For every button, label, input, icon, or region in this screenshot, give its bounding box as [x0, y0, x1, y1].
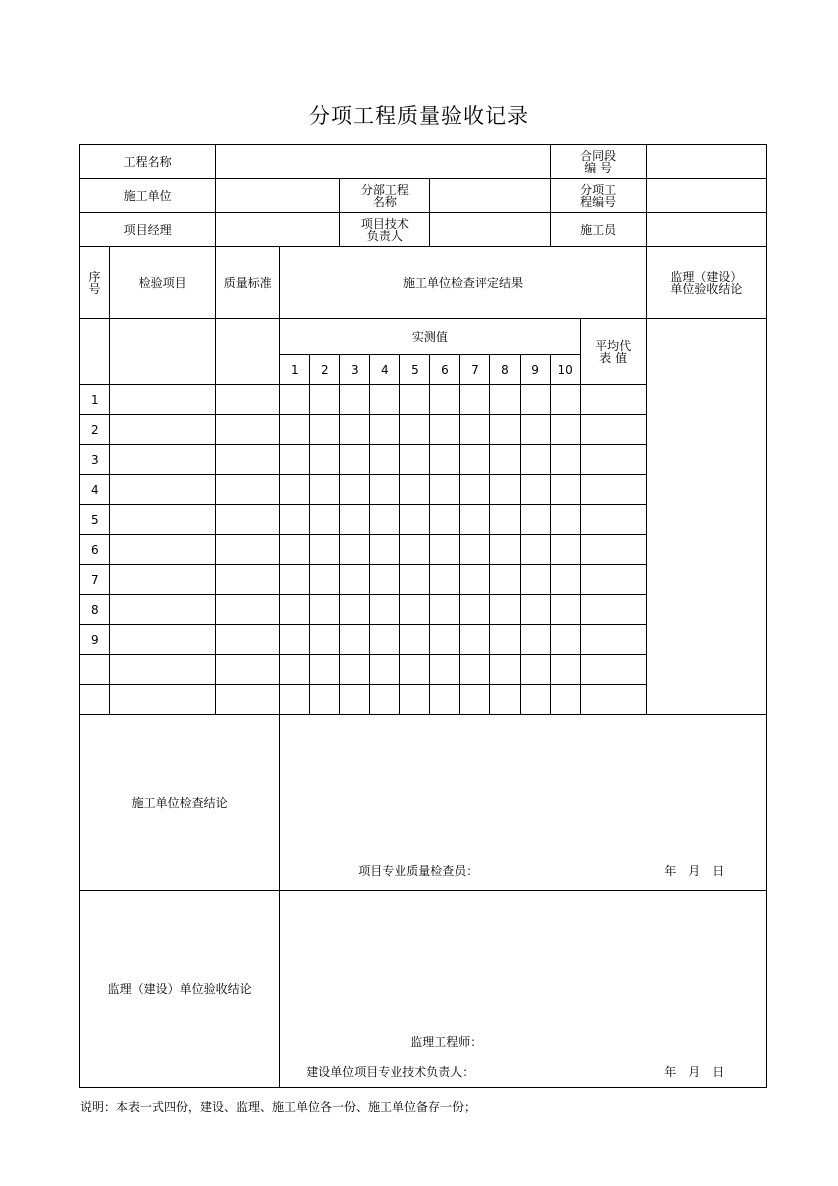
row-measure-cell[interactable] [490, 505, 520, 535]
sub-item-no-label-text: 分项工 程编号 [580, 182, 617, 209]
tech-lead-label-text: 项目技术 负责人 [360, 216, 409, 243]
supervision-conclusion-label: 监理（建设）单位验收结论 [80, 891, 280, 1088]
row-measure-cell[interactable] [400, 565, 430, 595]
row-quality-std-cell[interactable] [216, 595, 280, 625]
row-measure-cell[interactable] [340, 445, 370, 475]
row-measure-cell[interactable] [400, 505, 430, 535]
row-measure-cell[interactable] [430, 655, 460, 685]
row-measure-cell[interactable] [520, 595, 550, 625]
row-measure-cell[interactable] [400, 655, 430, 685]
row-inspect-item-cell[interactable] [110, 475, 216, 505]
tech-lead-field[interactable] [430, 213, 550, 247]
row-measure-cell[interactable] [430, 595, 460, 625]
row-measure-cell[interactable] [520, 685, 550, 715]
row-quality-std-cell[interactable] [216, 685, 280, 715]
seq-sub-blank [80, 319, 110, 385]
construction-unit-field[interactable] [216, 179, 340, 213]
row-measure-cell[interactable] [550, 595, 580, 625]
row-measure-cell[interactable] [520, 385, 550, 415]
measure-number-7: 7 [460, 355, 490, 385]
row-measure-cell[interactable] [460, 685, 490, 715]
measure-number-1: 1 [280, 355, 310, 385]
row-seq: 3 [80, 445, 110, 475]
construction-conclusion-row [80, 715, 767, 891]
row-measure-cell[interactable] [490, 565, 520, 595]
supervision-date-label: 年 月 日 [664, 1065, 725, 1079]
inspect-item-header: 检验项目 [110, 247, 216, 319]
row-measure-cell[interactable] [280, 385, 310, 415]
row-measure-cell[interactable] [310, 595, 340, 625]
row-seq: 6 [80, 535, 110, 565]
row-measure-cell[interactable] [490, 445, 520, 475]
manager-label: 项目经理 [80, 213, 216, 247]
row-measure-cell[interactable] [430, 685, 460, 715]
row-measure-cell[interactable] [490, 385, 520, 415]
manager-field[interactable] [216, 213, 340, 247]
supervision-conclusion-field[interactable] [646, 319, 766, 715]
row-measure-cell[interactable] [520, 565, 550, 595]
tech-lead-label [340, 213, 430, 247]
contract-no-label [550, 145, 646, 179]
row-measure-cell[interactable] [340, 535, 370, 565]
sub-dept-label-text: 分部工程 名称 [360, 182, 409, 209]
row-measure-cell[interactable] [460, 565, 490, 595]
sub-dept-field[interactable] [430, 179, 550, 213]
row-measure-cell[interactable] [460, 625, 490, 655]
row-measure-cell[interactable] [430, 415, 460, 445]
row-measure-cell[interactable] [310, 565, 340, 595]
row-measure-cell[interactable] [280, 565, 310, 595]
sub-dept-label [340, 179, 430, 213]
row-average-cell[interactable] [580, 445, 646, 475]
eval-result-header: 施工单位检查评定结果 [280, 247, 646, 319]
row-measure-cell[interactable] [460, 415, 490, 445]
row-measure-cell[interactable] [520, 505, 550, 535]
row-measure-cell[interactable] [460, 655, 490, 685]
footnote: 说明：本表一式四份，建设、监理、施工单位各一份、施工单位备存一份； [80, 1100, 477, 1114]
row-quality-std-cell[interactable] [216, 505, 280, 535]
measure-number-10: 10 [550, 355, 580, 385]
measure-number-9: 9 [520, 355, 550, 385]
project-name-label: 工程名称 [80, 145, 216, 179]
owner-tech-lead-label: 建设单位项目专业技术负责人： [306, 1065, 475, 1079]
construction-date-label: 年 月 日 [664, 864, 725, 878]
row-quality-std-cell[interactable] [216, 535, 280, 565]
row-measure-cell[interactable] [280, 685, 310, 715]
row-measure-cell[interactable] [340, 565, 370, 595]
row-measure-cell[interactable] [550, 385, 580, 415]
quality-inspector-label: 项目专业质量检查员： [358, 864, 479, 878]
measure-number-5: 5 [400, 355, 430, 385]
row-measure-cell[interactable] [400, 445, 430, 475]
row-measure-cell[interactable] [520, 625, 550, 655]
worker-label: 施工员 [550, 213, 646, 247]
row-measure-cell[interactable] [370, 595, 400, 625]
row-measure-cell[interactable] [310, 445, 340, 475]
row-measure-cell[interactable] [310, 685, 340, 715]
row-measure-cell[interactable] [370, 415, 400, 445]
row-measure-cell[interactable] [490, 475, 520, 505]
row-measure-cell[interactable] [280, 445, 310, 475]
measured-header: 实测值 [280, 319, 580, 355]
row-measure-cell[interactable] [310, 415, 340, 445]
sub-item-no-field[interactable] [646, 179, 766, 213]
row-measure-cell[interactable] [550, 655, 580, 685]
row-measure-cell[interactable] [310, 655, 340, 685]
measure-number-6: 6 [430, 355, 460, 385]
row-inspect-item-cell[interactable] [110, 445, 216, 475]
row-measure-cell[interactable] [520, 535, 550, 565]
row-measure-cell[interactable] [550, 565, 580, 595]
page-title: 分项工程质量验收记录 [309, 104, 529, 128]
supervising-engineer-label: 监理工程师： [410, 1035, 483, 1049]
row-measure-cell[interactable] [430, 625, 460, 655]
row-seq [80, 655, 110, 685]
row-quality-std-cell[interactable] [216, 625, 280, 655]
measure-number-3: 3 [340, 355, 370, 385]
row-measure-cell[interactable] [520, 475, 550, 505]
supervision-conclusion-row [80, 891, 767, 1088]
row-measure-cell[interactable] [550, 685, 580, 715]
row-measure-cell[interactable] [340, 505, 370, 535]
row-measure-cell[interactable] [370, 655, 400, 685]
row-measure-cell[interactable] [550, 475, 580, 505]
supervision-header-text: 监理（建设） 单位验收结论 [670, 269, 743, 296]
worker-field[interactable] [646, 213, 766, 247]
contract-no-field[interactable] [646, 145, 766, 179]
construction-conclusion-field[interactable] [280, 715, 767, 891]
seq-header [80, 247, 110, 319]
row-measure-cell[interactable] [310, 385, 340, 415]
row-measure-cell[interactable] [280, 595, 310, 625]
row-measure-cell[interactable] [340, 385, 370, 415]
row-measure-cell[interactable] [370, 535, 400, 565]
row-measure-cell[interactable] [370, 685, 400, 715]
row-measure-cell[interactable] [340, 655, 370, 685]
row-measure-cell[interactable] [460, 505, 490, 535]
row-measure-cell[interactable] [400, 475, 430, 505]
row-average-cell[interactable] [580, 655, 646, 685]
row-measure-cell[interactable] [460, 595, 490, 625]
row-measure-cell[interactable] [490, 595, 520, 625]
row-measure-cell[interactable] [280, 415, 310, 445]
inspection-form [79, 144, 767, 1088]
row-measure-cell[interactable] [490, 535, 520, 565]
row-measure-cell[interactable] [490, 415, 520, 445]
row-measure-cell[interactable] [550, 445, 580, 475]
row-inspect-item-cell[interactable] [110, 535, 216, 565]
row-average-cell[interactable] [580, 565, 646, 595]
row-seq: 9 [80, 625, 110, 655]
row-inspect-item-cell[interactable] [110, 685, 216, 715]
contract-no-label-text: 合同段 编 号 [580, 148, 617, 175]
row-seq: 5 [80, 505, 110, 535]
row-measure-cell[interactable] [280, 655, 310, 685]
supervision-header [646, 247, 766, 319]
row-seq [80, 685, 110, 715]
row-quality-std-cell[interactable] [216, 415, 280, 445]
row-measure-cell[interactable] [550, 625, 580, 655]
row-quality-std-cell[interactable] [216, 385, 280, 415]
row-measure-cell[interactable] [400, 595, 430, 625]
row-seq: 4 [80, 475, 110, 505]
row-inspect-item-cell[interactable] [110, 655, 216, 685]
row-measure-cell[interactable] [370, 445, 400, 475]
row-inspect-item-cell[interactable] [110, 385, 216, 415]
average-header-text: 平均代 表 值 [595, 338, 632, 365]
row-measure-cell[interactable] [430, 475, 460, 505]
row-average-cell[interactable] [580, 535, 646, 565]
row-average-cell[interactable] [580, 475, 646, 505]
average-header [580, 319, 646, 385]
row-measure-cell[interactable] [550, 415, 580, 445]
row-inspect-item-cell[interactable] [110, 415, 216, 445]
row-inspect-item-cell[interactable] [110, 595, 216, 625]
row-measure-cell[interactable] [370, 385, 400, 415]
row-measure-cell[interactable] [400, 625, 430, 655]
row-average-cell[interactable] [580, 415, 646, 445]
row-measure-cell[interactable] [520, 415, 550, 445]
supervision-conclusion-field[interactable] [280, 891, 767, 1088]
row-average-cell[interactable] [580, 385, 646, 415]
row-seq: 1 [80, 385, 110, 415]
row-measure-cell[interactable] [310, 535, 340, 565]
row-measure-cell[interactable] [520, 445, 550, 475]
row-measure-cell[interactable] [370, 505, 400, 535]
row-measure-cell[interactable] [430, 385, 460, 415]
row-measure-cell[interactable] [460, 385, 490, 415]
row-measure-cell[interactable] [400, 685, 430, 715]
inspect-item-sub-blank [110, 319, 216, 385]
project-name-field[interactable] [216, 145, 550, 179]
row-measure-cell[interactable] [490, 655, 520, 685]
row-measure-cell[interactable] [400, 535, 430, 565]
row-measure-cell[interactable] [340, 625, 370, 655]
row-average-cell[interactable] [580, 685, 646, 715]
row-measure-cell[interactable] [400, 415, 430, 445]
row-average-cell[interactable] [580, 625, 646, 655]
construction-unit-label: 施工单位 [80, 179, 216, 213]
row-measure-cell[interactable] [310, 475, 340, 505]
row-measure-cell[interactable] [460, 445, 490, 475]
row-measure-cell[interactable] [430, 535, 460, 565]
row-measure-cell[interactable] [490, 625, 520, 655]
row-measure-cell[interactable] [400, 385, 430, 415]
measure-number-4: 4 [370, 355, 400, 385]
row-measure-cell[interactable] [460, 475, 490, 505]
row-measure-cell[interactable] [550, 535, 580, 565]
row-measure-cell[interactable] [280, 625, 310, 655]
row-measure-cell[interactable] [370, 565, 400, 595]
row-quality-std-cell[interactable] [216, 655, 280, 685]
row-quality-std-cell[interactable] [216, 565, 280, 595]
row-measure-cell[interactable] [340, 415, 370, 445]
row-measure-cell[interactable] [280, 505, 310, 535]
row-measure-cell[interactable] [430, 565, 460, 595]
row-measure-cell[interactable] [490, 685, 520, 715]
measure-number-2: 2 [310, 355, 340, 385]
row-inspect-item-cell[interactable] [110, 565, 216, 595]
row-measure-cell[interactable] [280, 475, 310, 505]
row-inspect-item-cell[interactable] [110, 505, 216, 535]
row-measure-cell[interactable] [340, 685, 370, 715]
row-measure-cell[interactable] [370, 625, 400, 655]
row-average-cell[interactable] [580, 595, 646, 625]
row-measure-cell[interactable] [430, 505, 460, 535]
row-measure-cell[interactable] [460, 535, 490, 565]
row-measure-cell[interactable] [310, 505, 340, 535]
row-seq: 7 [80, 565, 110, 595]
measure-number-8: 8 [490, 355, 520, 385]
row-inspect-item-cell[interactable] [110, 625, 216, 655]
row-measure-cell[interactable] [340, 595, 370, 625]
row-measure-cell[interactable] [370, 475, 400, 505]
row-measure-cell[interactable] [340, 475, 370, 505]
row-seq: 8 [80, 595, 110, 625]
quality-std-sub-blank [216, 319, 280, 385]
row-measure-cell[interactable] [550, 505, 580, 535]
row-measure-cell[interactable] [430, 445, 460, 475]
quality-std-header: 质量标准 [216, 247, 280, 319]
row-quality-std-cell[interactable] [216, 445, 280, 475]
row-measure-cell[interactable] [310, 625, 340, 655]
seq-header-text: 序号 [88, 269, 101, 296]
sub-item-no-label [550, 179, 646, 213]
row-average-cell[interactable] [580, 505, 646, 535]
row-measure-cell[interactable] [520, 655, 550, 685]
construction-conclusion-label: 施工单位检查结论 [80, 715, 280, 891]
row-measure-cell[interactable] [280, 535, 310, 565]
row-seq: 2 [80, 415, 110, 445]
row-quality-std-cell[interactable] [216, 475, 280, 505]
